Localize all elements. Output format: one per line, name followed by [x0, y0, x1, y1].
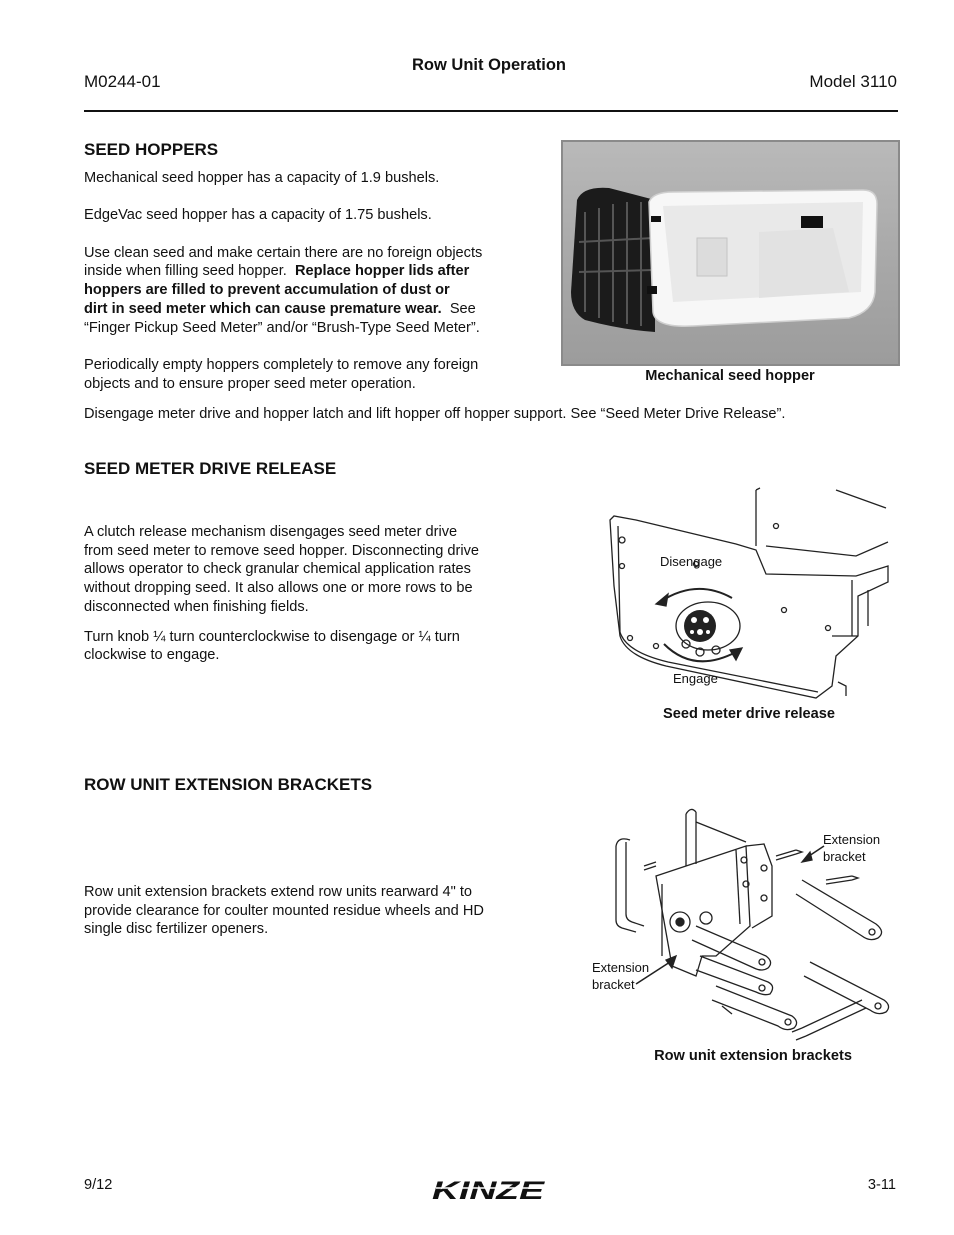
disengage-label: Disengage — [660, 554, 723, 569]
paragraph: EdgeVac seed hopper has a capacity of 1.75 bushels. — [84, 207, 432, 224]
extension-brackets-heading: ROW UNIT EXTENSION BRACKETS — [84, 775, 373, 794]
paragraph: Mechanical seed hopper has a capacity of 1.9 bushels. — [84, 170, 440, 186]
text-line: Turn knob ¼ turn counterclockwise to disengage or ¼ turn — [84, 628, 460, 645]
text-line: allows operator to check granular chemical application rates — [84, 561, 471, 578]
text-line: inside when filling seed hopper. — [84, 263, 287, 280]
kinze-logo — [430, 1176, 550, 1204]
label-line: bracket — [592, 977, 635, 992]
extension-brackets-text — [84, 883, 524, 939]
text-line: from seed meter to remove seed hopper. Disconnecting drive — [84, 542, 480, 559]
label-line: bracket — [823, 849, 866, 864]
text-line: provide clearance for coulter mounted residue wheels and HD — [84, 902, 484, 919]
paragraph — [84, 244, 524, 338]
page-number: 3-11 — [867, 1177, 896, 1193]
extension-bracket-label-top — [823, 831, 880, 865]
bold-text: Replace hopper lids after — [294, 263, 470, 280]
bold-text: dirt in seed meter which can cause premature wear. — [84, 300, 442, 317]
model-name: Model 3110 — [809, 72, 897, 91]
extension-brackets-caption: Row unit extension brackets — [654, 1048, 852, 1064]
footer-date: 9/12 — [84, 1177, 113, 1193]
extension-bracket-label-bottom — [592, 959, 649, 993]
text-line: A clutch release mechanism disengages seed meter drive — [84, 524, 458, 540]
text-line: without dropping seed. It also allows one or more rows to be — [84, 580, 473, 597]
paragraph — [84, 883, 524, 939]
seed-meter-drive-diagram — [596, 486, 896, 708]
seed-hopper-caption: Mechanical seed hopper — [645, 368, 815, 384]
label-line: Extension — [592, 960, 650, 975]
paragraph — [84, 628, 524, 665]
seed-meter-drive-heading: SEED METER DRIVE RELEASE — [84, 459, 337, 478]
seed-hopper-photo — [561, 140, 900, 366]
seed-hoppers-heading: SEED HOPPERS — [84, 140, 219, 159]
label-line: Extension — [823, 832, 881, 847]
text-line: See — [449, 300, 476, 317]
paragraph — [84, 523, 524, 617]
text-line: Row unit extension brackets extend row units rearward 4" to — [84, 884, 473, 900]
logo-text: KINZE — [432, 1177, 546, 1204]
text-line: “Finger Pickup Seed Meter” and/or “Brush-Type Seed Meter”. — [84, 319, 480, 336]
text-line: disconnected when finishing fields. — [84, 598, 309, 615]
header-divider — [84, 110, 898, 112]
hopper-removal-text: Disengage meter drive and hopper latch and lift hopper off hopper support. See “Seed Meter Drive Release”. — [84, 406, 786, 422]
seed-meter-drive-text — [84, 523, 524, 665]
text-line: Periodically empty hoppers completely to remove any foreign — [84, 356, 479, 373]
text-line: clockwise to engage. — [84, 647, 220, 664]
seed-meter-drive-caption: Seed meter drive release — [663, 706, 835, 722]
seed-hoppers-text — [84, 169, 524, 393]
text-line: objects and to ensure proper seed meter operation. — [84, 375, 416, 392]
engage-label: Engage — [673, 671, 718, 686]
section-title: Row Unit Operation — [412, 56, 566, 74]
paragraph — [84, 356, 524, 393]
text-line: Use clean seed and make certain there are no foreign objects — [84, 244, 483, 261]
text-line: single disc fertilizer openers. — [84, 921, 269, 938]
document-number: M0244-01 — [84, 72, 161, 91]
bold-text: hoppers are filled to prevent accumulation of dust or — [84, 282, 450, 299]
